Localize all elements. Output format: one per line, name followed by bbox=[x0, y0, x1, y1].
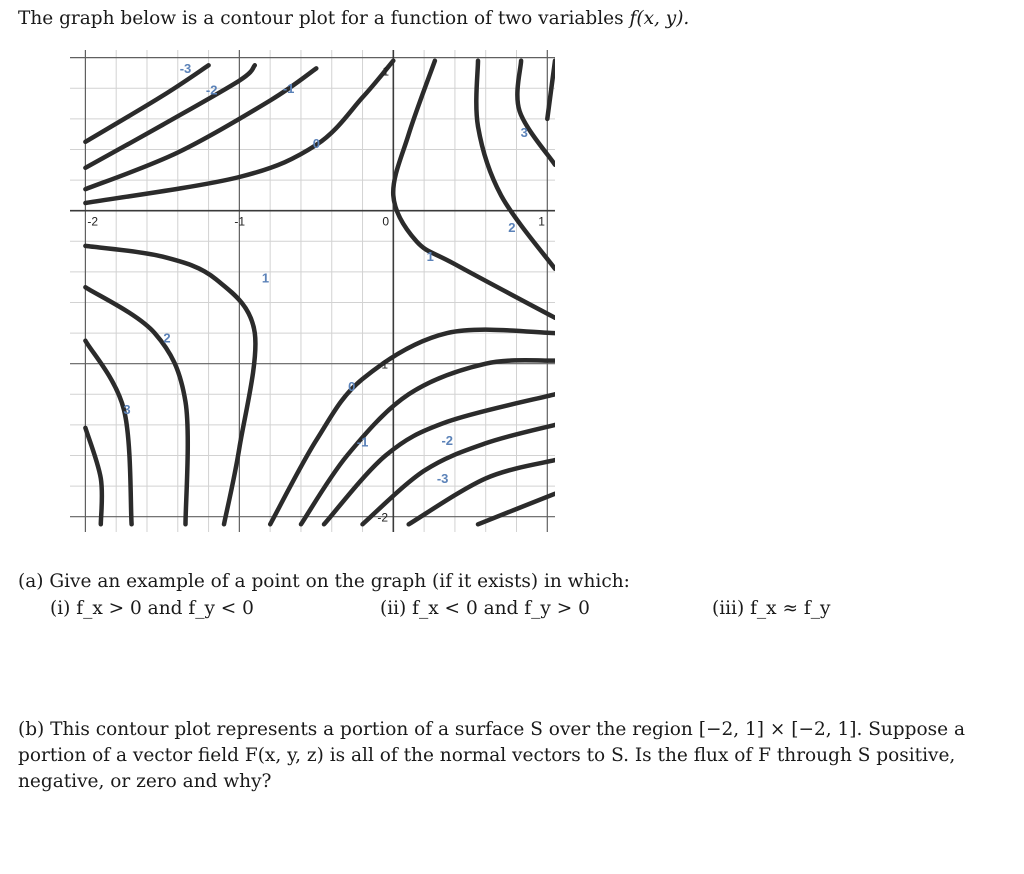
contour-curve bbox=[85, 341, 131, 525]
x-tick-label: 1 bbox=[538, 214, 545, 229]
contour-level-label: 3 bbox=[123, 402, 131, 418]
contour-level-label: 0 bbox=[348, 379, 356, 395]
contour-curve bbox=[85, 65, 254, 168]
contour-level-label: 2 bbox=[163, 330, 171, 346]
part-a-item-iii: (iii) f_x ≈ f_y bbox=[712, 598, 831, 619]
contour-plot-svg bbox=[70, 50, 555, 532]
contour-curve bbox=[547, 61, 555, 119]
contour-level-label: 1 bbox=[261, 270, 270, 286]
part-b-text: (b) This contour plot represents a portion of a surface S over the region [−2, 1] × [−2, 1]. Suppose a portion of a vector field F(x, y, z) is all of the normal vectors to S. Is the flux of F through S positive, negative, or zero and why? bbox=[18, 719, 965, 792]
contour-curve bbox=[363, 425, 556, 524]
part-a-item-ii: (ii) f_x < 0 and f_y > 0 bbox=[380, 598, 590, 619]
contour-level-label: -3 bbox=[179, 60, 192, 76]
contour-curve bbox=[409, 460, 555, 524]
y-tick-label: 1 bbox=[382, 64, 390, 79]
part-a-prompt: (a) Give an example of a point on the graph (if it exists) in which: bbox=[18, 571, 630, 592]
intro-sentence bbox=[18, 8, 689, 30]
contour-level-label: -3 bbox=[436, 471, 449, 487]
contour-curve bbox=[393, 61, 555, 318]
contour-level-label: -1 bbox=[282, 80, 295, 96]
contour-level-label: -2 bbox=[441, 432, 454, 448]
intro-function: f(x, y). bbox=[629, 8, 690, 29]
contour-level-label: 2 bbox=[508, 220, 516, 236]
x-tick-label: -2 bbox=[87, 214, 99, 229]
contour-level-label: 1 bbox=[426, 249, 434, 265]
contour-plot bbox=[70, 50, 555, 532]
contour-curve bbox=[85, 428, 102, 524]
origin-label: 0 bbox=[382, 214, 390, 229]
y-tick-label: -2 bbox=[377, 510, 389, 525]
x-tick-label: -1 bbox=[234, 214, 246, 229]
contour-curve bbox=[85, 246, 255, 524]
intro-text: The graph below is a contour plot for a function of two variables bbox=[18, 8, 624, 29]
contour-curve bbox=[85, 68, 316, 189]
y-tick-label: -1 bbox=[377, 357, 389, 372]
contour-level-label: 0 bbox=[312, 135, 320, 151]
part-a-item-i: (i) f_x > 0 and f_y < 0 bbox=[50, 598, 254, 619]
contour-level-label: -2 bbox=[205, 82, 218, 98]
contour-level-label: -1 bbox=[356, 434, 369, 450]
contour-level-label: 3 bbox=[520, 125, 528, 141]
